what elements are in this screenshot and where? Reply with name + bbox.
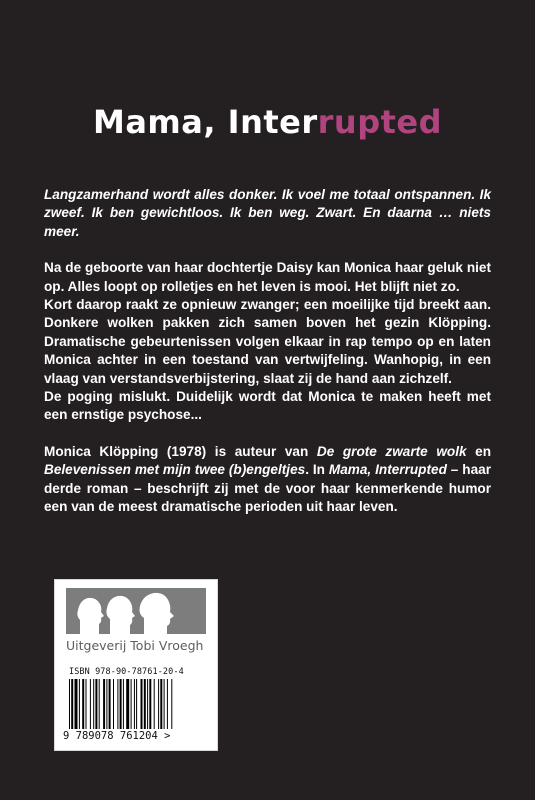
story-line: De poging mislukt. Duidelijk wordt dat Monica te maken heeft met een ernstige psychose... — [44, 389, 491, 423]
barcode-digits: 9 789078 761204 > — [63, 730, 171, 742]
barcode-bar — [123, 679, 124, 729]
author-text: – haar derde roman – beschrijft zij met de voor haar kenmerkende humor een van de meest dramatische perioden uit haar leven. — [44, 462, 491, 515]
publisher-logo — [66, 588, 206, 660]
barcode-bar — [117, 679, 118, 729]
barcode-bar — [86, 679, 87, 729]
barcode-bar — [103, 679, 105, 729]
story-line: Na de geboorte van haar dochtertje Daisy kan Monica haar geluk niet op. Alles loopt op rolletjes en het leven is mooi. Het blijft niet zo. — [44, 260, 491, 294]
book-reference: Mama, Interrupted — [328, 462, 447, 478]
barcode-bar — [141, 679, 143, 729]
barcode-bar — [109, 679, 111, 729]
title-main: Mama, Inter — [92, 103, 318, 141]
isbn-text: ISBN 978-90-78761-20-4 — [69, 667, 184, 677]
barcode-bar — [82, 679, 84, 729]
author-bio — [44, 443, 491, 517]
barcode-bar — [126, 679, 129, 729]
barcode-bar — [71, 679, 73, 729]
logo-band — [66, 588, 206, 634]
author-text: Monica Klöpping (1978) is auteur van — [44, 443, 317, 459]
barcode-bar — [158, 679, 159, 729]
barcode-bar — [75, 679, 78, 729]
barcode-bar — [90, 679, 91, 729]
publisher-name: Uitgeverij Tobi Vroegh — [66, 638, 204, 653]
profiles-icon — [66, 588, 206, 634]
barcode-bar — [106, 679, 107, 729]
barcode-bar — [99, 679, 100, 729]
barcode-bar — [69, 679, 70, 729]
title-accent: rupted — [317, 103, 442, 141]
intro-quote: Langzamerhand wordt alles donker. Ik voel me totaal ontspannen. Ik zweef. Ik ben gewichtloos. Ik ben weg. Zwart. En daarna … niets meer. — [44, 187, 491, 239]
blurb — [44, 186, 491, 517]
barcode-bar — [93, 679, 94, 729]
story-line: Kort daarop raakt ze opnieuw zwanger; een moeilijke tijd breekt aan. Donkere wolken pakken zich samen boven het gezin Klöpping. Dramatische gebeurtenissen volgen elkaar in rap tempo op en laten Monica achter in een toestand van vertwijfeling. Wanhopig, in een vlaag van verstandsverbijstering, slaat zij de hand aan zichzelf. — [44, 297, 491, 386]
barcode-bar — [136, 679, 137, 729]
barcode-bar — [149, 679, 151, 729]
barcode-bar — [134, 679, 135, 729]
barcode-bar — [154, 679, 155, 729]
book-title — [0, 103, 535, 141]
barcode-bar — [171, 679, 172, 729]
author-text: en — [466, 443, 492, 459]
barcode-bar — [147, 679, 148, 729]
barcode-bar — [167, 679, 168, 729]
barcode-bar — [113, 679, 114, 729]
story-text — [44, 259, 491, 425]
barcode — [69, 679, 206, 729]
barcode-bar — [160, 679, 162, 729]
author-text: . In — [305, 462, 329, 478]
barcode-bar — [164, 679, 165, 729]
barcode-bar — [131, 679, 132, 729]
barcode-bar — [95, 679, 97, 729]
barcode-bar — [79, 679, 80, 729]
publisher-barcode-label — [54, 579, 218, 751]
barcode-bar — [144, 679, 146, 729]
barcode-bar — [120, 679, 122, 729]
book-reference: Belevenissen met mijn twee (b)engeltjes — [44, 462, 306, 478]
book-reference: De grote zwarte wolk — [316, 443, 467, 459]
